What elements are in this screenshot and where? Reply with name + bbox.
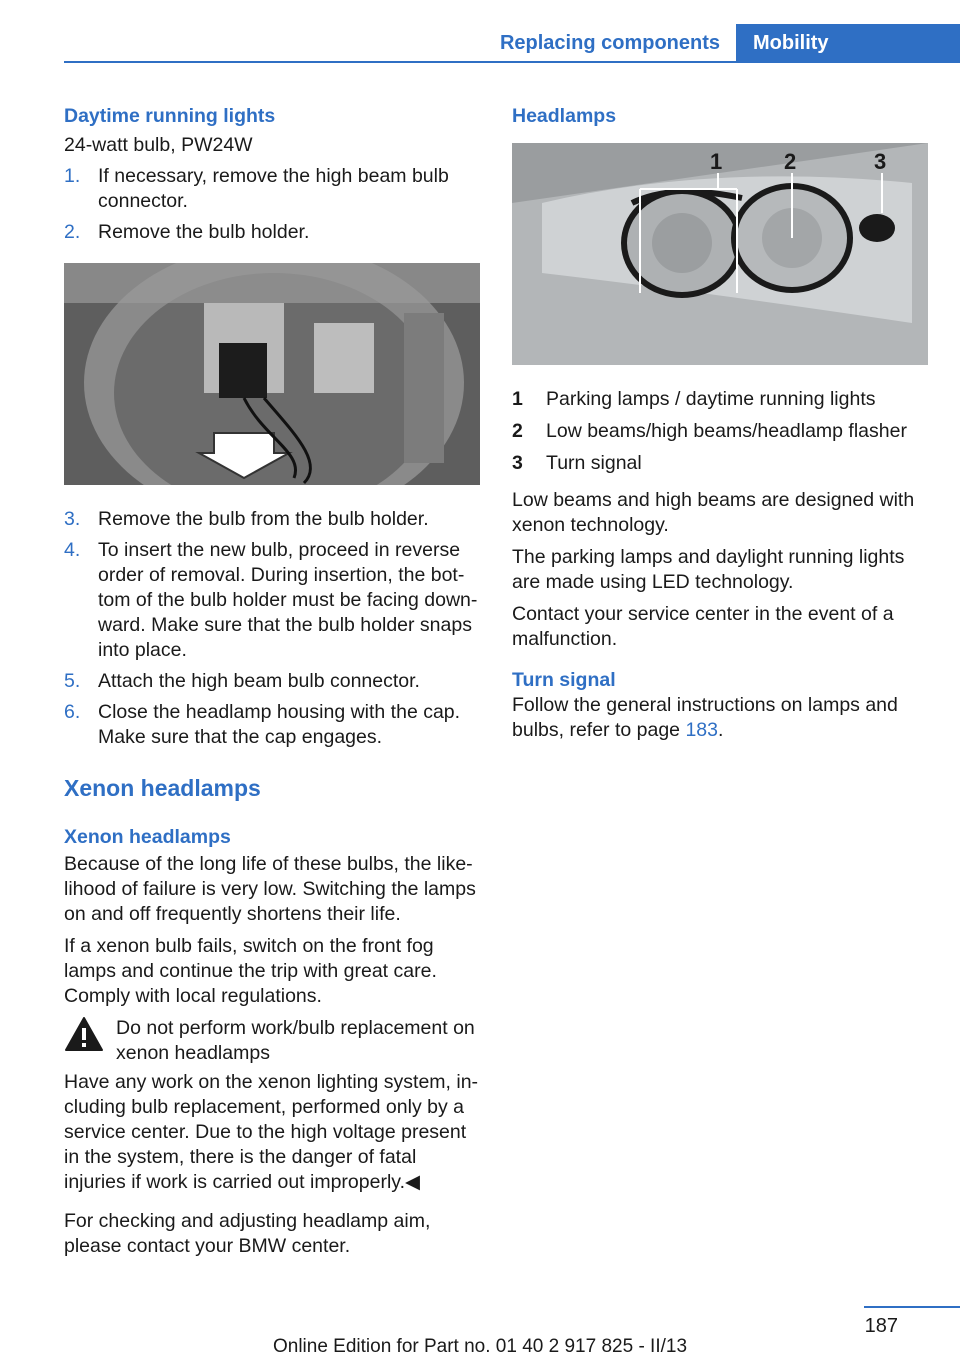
steps-list-b	[64, 507, 480, 750]
headlamp-diagram-image	[512, 143, 928, 365]
step-number: 1.	[64, 165, 81, 187]
step-item	[64, 507, 480, 532]
step-item	[64, 220, 480, 245]
legend-item	[512, 451, 928, 476]
headlamps-paragraph-1: Low beams and high beams are designed with xenon technology.	[512, 489, 915, 536]
left-column	[64, 104, 480, 1266]
page-number: 187	[864, 1315, 898, 1337]
header-rule	[64, 61, 960, 63]
legend-key: 2	[512, 420, 523, 442]
xenon-section-heading: Xenon headlamps	[64, 775, 261, 801]
xenon-paragraph-1: Because of the long life of these bulbs, the like‐lihood of failure is very low. Switching the lamps on and off frequently shortens their life.	[64, 853, 476, 925]
legend-text: Parking lamps / daytime running lights	[546, 388, 876, 410]
headlamps-heading: Headlamps	[512, 105, 617, 127]
footer-edition: Online Edition for Part no. 01 40 2 917 825 - II/13	[272, 1336, 688, 1357]
step-text: To insert the new bulb, proceed in reverse order of removal. During insertion, the bot‐tom of the bulb holder must be facing down‐ward. Make sure that the bulb holder snaps into place.	[98, 539, 478, 661]
step-text: Remove the bulb holder.	[98, 221, 310, 243]
right-column	[512, 104, 928, 750]
callout-2: 2	[784, 149, 797, 174]
step-item	[64, 538, 480, 663]
legend-item	[512, 419, 928, 444]
turn-signal-paragraph	[512, 693, 928, 743]
step-number: 4.	[64, 539, 81, 561]
headlamps-paragraph-2: The parking lamps and daylight running lights are made using LED technology.	[512, 546, 905, 593]
xenon-paragraph-2: If a xenon bulb fails, switch on the front fog lamps and continue the trip with great care. Comply with local regulations.	[64, 935, 437, 1007]
step-number: 6.	[64, 701, 81, 723]
headlamps-paragraph-3: Contact your service center in the event of a malfunction.	[512, 603, 894, 650]
step-number: 2.	[64, 221, 81, 243]
step-text: Close the headlamp housing with the cap. Make sure that the cap engages.	[98, 701, 461, 748]
warning-body: Have any work on the xenon lighting system, in‐cluding bulb replacement, performed only by a service center. Due to the high voltage present in the system, there is the danger of fatal injuries if work is carried out improperly.◀	[64, 1071, 479, 1193]
page-reference-link[interactable]: 183	[685, 719, 718, 741]
header-section-title: Replacing components	[499, 31, 720, 54]
warning-title: Do not perform work/bulb replacement on xenon headlamps	[116, 1017, 475, 1064]
callout-1: 1	[710, 149, 723, 174]
page-number-rule	[864, 1306, 960, 1308]
legend-item	[512, 387, 928, 412]
legend-text: Turn signal	[546, 452, 642, 474]
turn-signal-text: Follow the general instructions on lamps and bulbs, refer to page	[512, 694, 898, 741]
turn-signal-period: .	[718, 719, 724, 741]
step-number: 5.	[64, 670, 81, 692]
drl-bulb-spec: 24-watt bulb, PW24W	[64, 134, 253, 156]
warning-block	[64, 1016, 480, 1066]
step-text: If necessary, remove the high beam bulb connector.	[98, 165, 449, 212]
legend-key: 1	[512, 388, 523, 410]
step-item	[64, 669, 480, 694]
bulb-holder-image	[64, 263, 480, 485]
xenon-paragraph-3: For checking and adjusting headlamp aim, please contact your BMW center.	[64, 1210, 431, 1257]
step-item	[64, 164, 480, 214]
header-tab-mobility[interactable]: Mobility	[736, 24, 960, 62]
steps-list-a	[64, 164, 480, 245]
legend-list	[512, 387, 928, 476]
legend-key: 3	[512, 452, 523, 474]
drl-heading: Daytime running lights	[64, 105, 276, 127]
step-number: 3.	[64, 508, 81, 530]
xenon-subheading: Xenon headlamps	[64, 826, 231, 848]
step-text: Attach the high beam bulb connector.	[98, 670, 420, 692]
step-text: Remove the bulb from the bulb holder.	[98, 508, 429, 530]
step-item	[64, 700, 480, 750]
warning-triangle-icon	[64, 1016, 116, 1066]
callout-3: 3	[874, 149, 887, 174]
legend-text: Low beams/high beams/headlamp flasher	[546, 420, 907, 442]
turn-signal-heading: Turn signal	[512, 669, 616, 691]
